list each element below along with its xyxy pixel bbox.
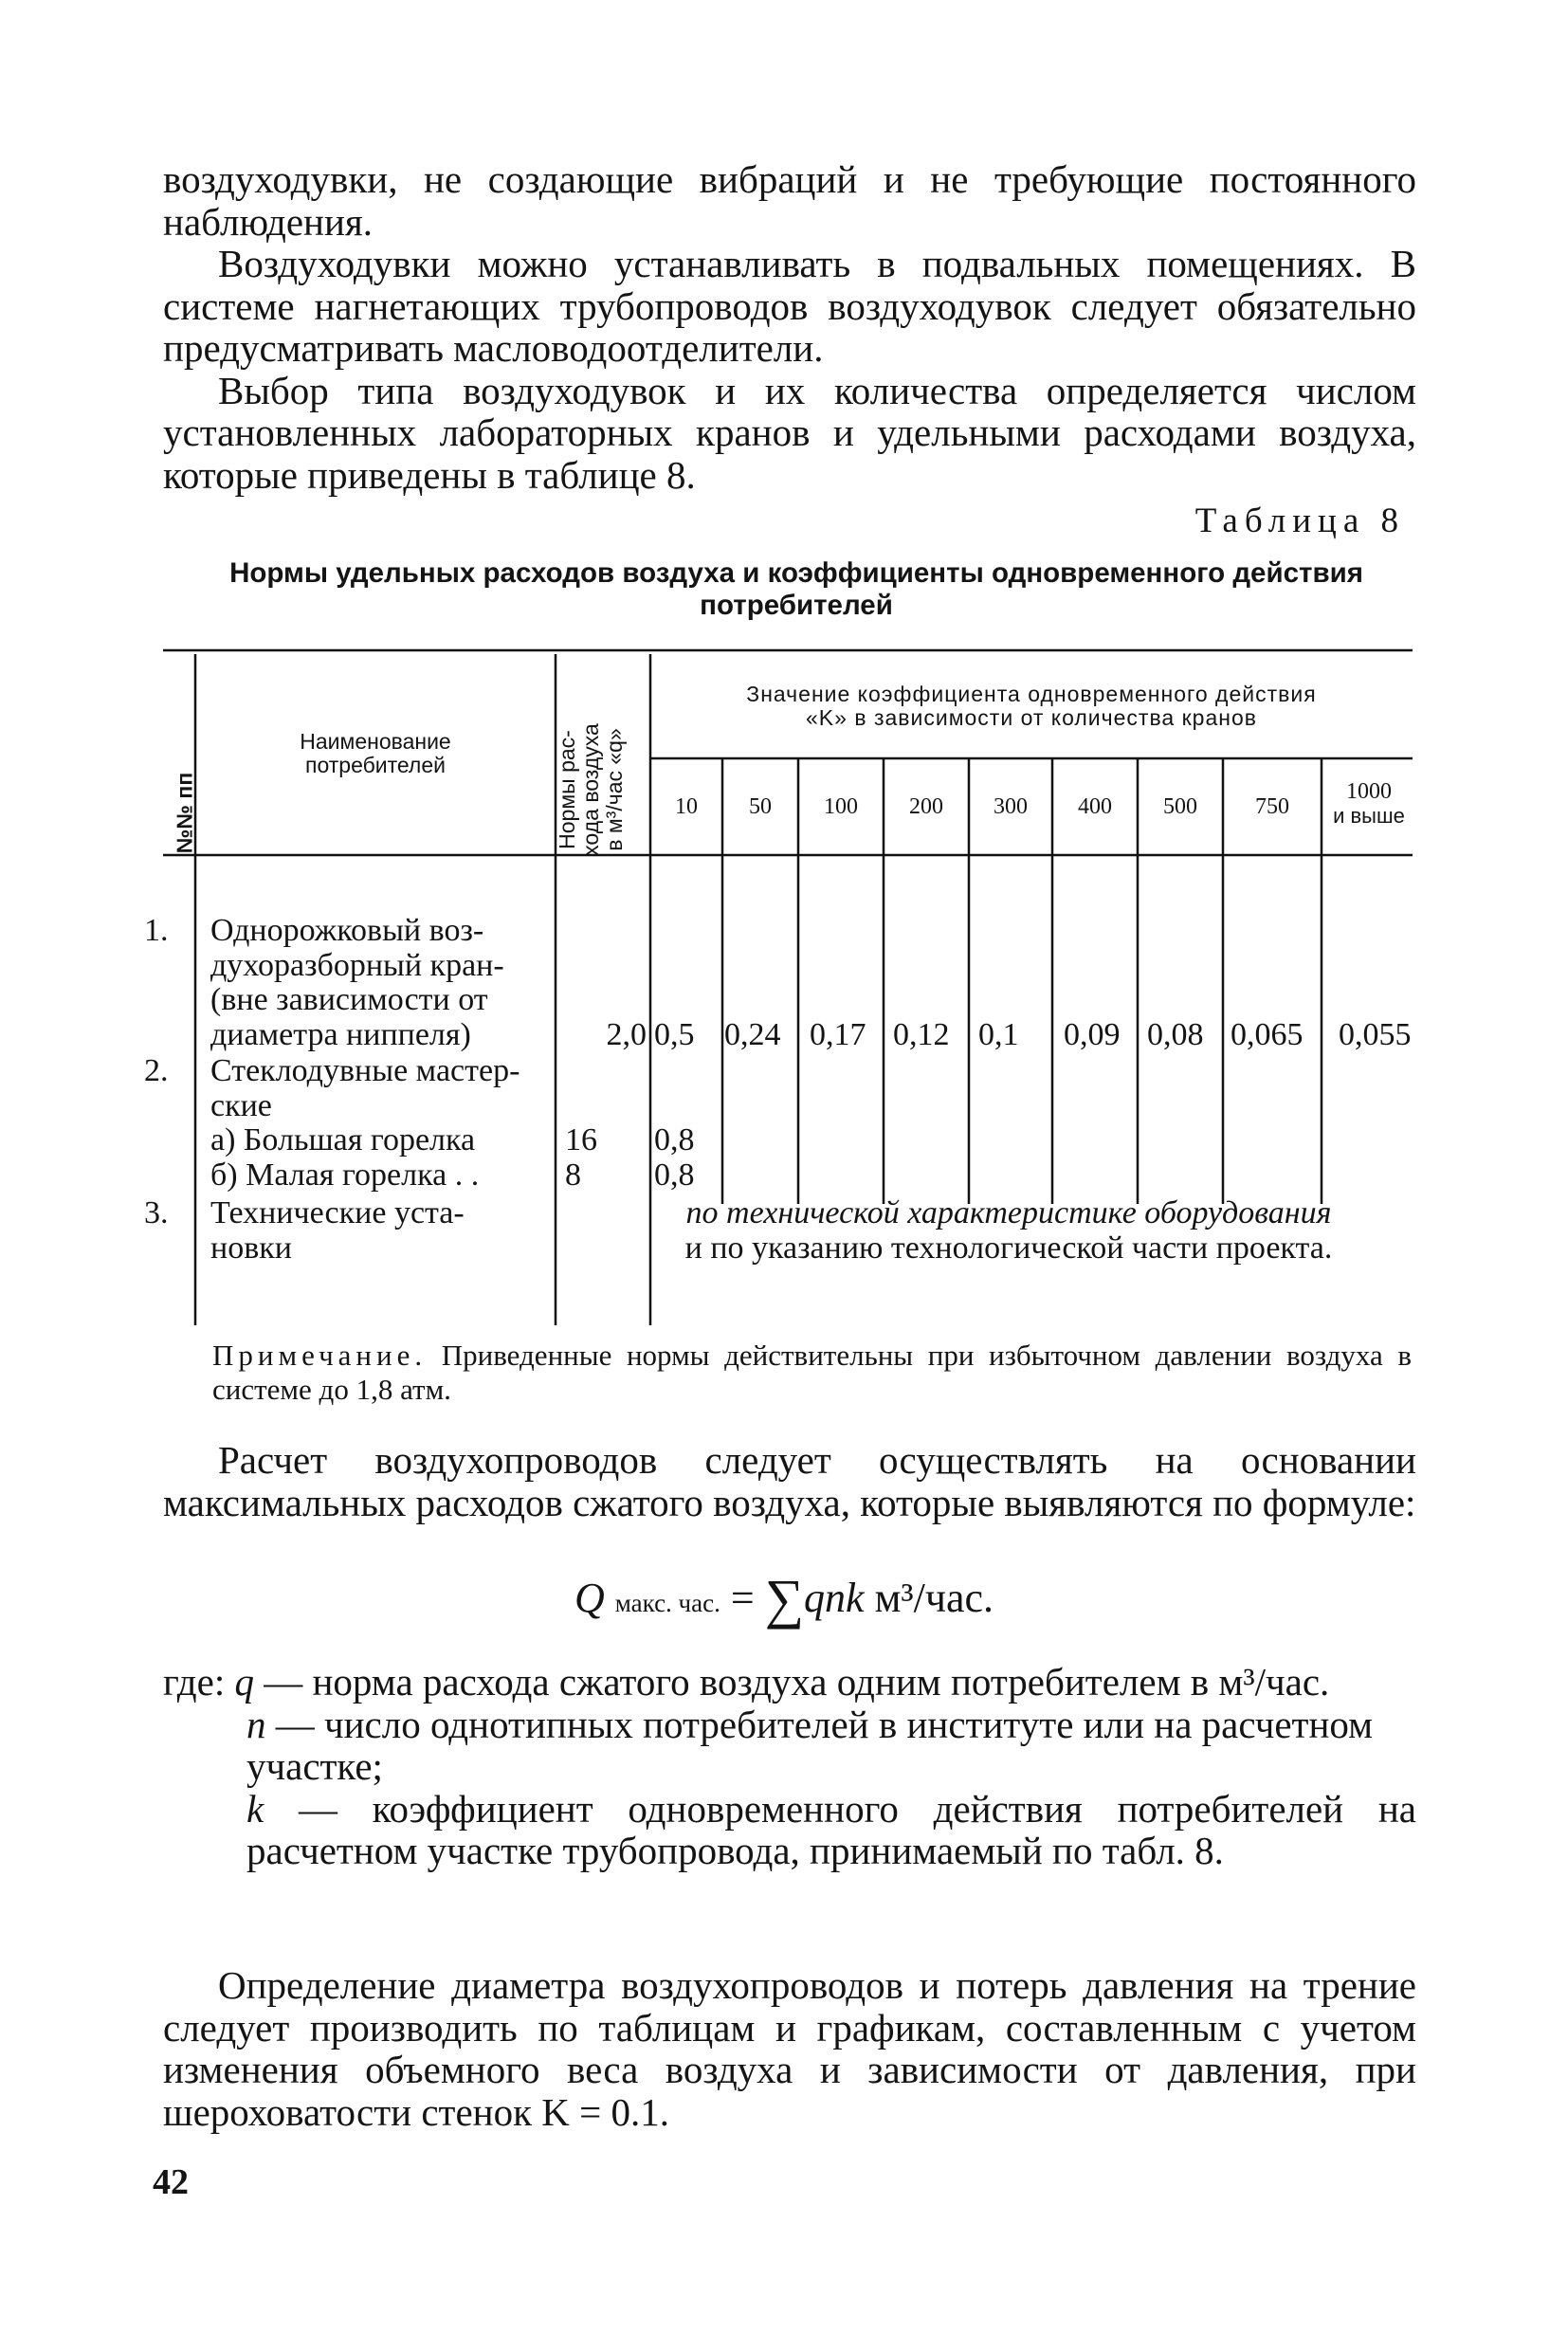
- row1-name-l1: Однорожковый воз-: [210, 913, 484, 948]
- header-num: №№ пп: [172, 772, 197, 854]
- header-coef: [650, 683, 1413, 730]
- header-k-1000-l2: и выше: [1333, 804, 1405, 828]
- header-k-750: 750: [1255, 794, 1289, 819]
- definitions: [163, 1661, 1416, 1872]
- row1-k-10: 0,5: [654, 1017, 695, 1052]
- definition-q-term: q: [234, 1660, 254, 1704]
- row2-name-l1: Стеклодувные мастер-: [210, 1053, 520, 1088]
- row1-k-300: 0,1: [978, 1017, 1019, 1052]
- row1-name-l3: (вне зависимости от: [210, 982, 488, 1017]
- row1-norm: 2,0: [606, 1017, 647, 1052]
- header-k-400: 400: [1078, 794, 1112, 819]
- formula-unit: м³/час.: [874, 1575, 994, 1621]
- row1-name: [210, 914, 552, 1052]
- definition-q: [163, 1661, 1416, 1704]
- row2-num: 2.: [144, 1053, 169, 1088]
- formula: [0, 1567, 1568, 1631]
- row2a-k-10: 0,8: [654, 1122, 695, 1157]
- row1-k-50: 0,24: [724, 1017, 781, 1052]
- header-coef-l1: Значение коэффициента одновременного действия: [746, 682, 1317, 706]
- body-text-mid: [163, 1439, 1416, 1523]
- row1-name-l2: духоразборный кран-: [210, 947, 504, 983]
- definition-n-text: — число однотипных потребителей в институте или на расчетном участке;: [246, 1702, 1374, 1788]
- formula-equals: =: [730, 1575, 755, 1621]
- header-k-10: 10: [675, 794, 698, 819]
- row1-k-400: 0,09: [1064, 1017, 1121, 1052]
- header-norm: [556, 695, 650, 884]
- definition-q-text: — норма расхода сжатого воздуха одним потребителем в м³/час.: [264, 1660, 1330, 1704]
- note-text: Приведенные нормы действительны при избыточном давлении воздуха в системе до 1,8 атм.: [212, 1339, 1412, 1406]
- paragraph-5-text: Определение диаметра воздухопроводов и потерь давления на трение следует производить по таблицам и графикам, составленным с учетом изменения объемного веса воздуха и зависимости от давления, при шероховатости стенок K = 0.1.: [163, 1963, 1416, 2134]
- row2b-norm: 8: [565, 1157, 581, 1193]
- row2-name-l2: ские: [210, 1087, 272, 1123]
- header-k-200: 200: [909, 794, 943, 819]
- row1-k-100: 0,17: [810, 1017, 866, 1052]
- paragraph-3-text: Выбор типа воздуходувок и их количества определяется числом установленных лабораторных кранов и удельными расходами воздуха, которые приведены в таблице 8.: [163, 368, 1416, 497]
- formula-q: Q: [574, 1575, 605, 1621]
- row1-num: 1.: [144, 913, 169, 948]
- table-note: [212, 1339, 1412, 1407]
- paragraph-4: [163, 1439, 1416, 1523]
- page-number: 42: [153, 2162, 189, 2202]
- header-coef-l2: «K» в зависимости от количества кранов: [806, 705, 1257, 730]
- header-k-1000: [1322, 779, 1416, 829]
- row2a-norm: 16: [565, 1122, 597, 1157]
- row3-name-l2: новки: [210, 1230, 292, 1266]
- row3-span-l2: и по указанию технологической части проекта.: [684, 1230, 1333, 1266]
- row3-span: [603, 1196, 1414, 1266]
- paragraph-4-text: Расчет воздухопроводов следует осуществлять на основании максимальных расходов сжатого воздуха, которые выявляются по формуле:: [163, 1438, 1416, 1524]
- body-text-end: [163, 1964, 1416, 2133]
- definition-q-prefix: где:: [163, 1660, 235, 1704]
- table-title: Нормы удельных расходов воздуха и коэффициенты одновременного действия потребителей: [229, 557, 1363, 621]
- row2-name: [210, 1054, 552, 1123]
- definition-k-term: k: [246, 1786, 264, 1831]
- row3-num: 3.: [144, 1195, 169, 1230]
- header-norm-l1: Нормы рас-: [555, 730, 579, 849]
- header-k-300: 300: [994, 794, 1028, 819]
- row1-k-200: 0,12: [893, 1017, 950, 1052]
- paragraph-5: [163, 1964, 1416, 2133]
- header-k-1000-l1: 1000: [1346, 779, 1392, 804]
- definition-n-term: n: [246, 1702, 266, 1746]
- header-norm-l3: в м³/час «q»: [602, 728, 627, 851]
- definition-n: [163, 1704, 1416, 1788]
- row1-k-1000: 0,055: [1339, 1017, 1412, 1052]
- header-name: Наименование потребителей: [300, 729, 451, 777]
- row2a-name: а) Большая горелка: [210, 1122, 476, 1157]
- table-caption: Таблица 8: [1194, 501, 1405, 540]
- paragraph-2-text: Воздуходувки можно устанавливать в подвальных помещениях. В системе нагнетающих трубопроводов воздуходувок следует обязательно предусматривать масловодоотделители.: [163, 242, 1416, 370]
- row3-name: [210, 1196, 552, 1266]
- paragraph-1: воздуходувки, не создающие вибраций и не требующие постоянного наблюдения.: [163, 157, 1416, 244]
- definition-k: [163, 1788, 1416, 1872]
- note-label: Примечание.: [212, 1339, 428, 1372]
- header-k-500: 500: [1163, 794, 1197, 819]
- row3-span-l1: по технической характеристике оборудования: [685, 1195, 1332, 1230]
- row1-k-500: 0,08: [1147, 1017, 1204, 1052]
- header-k-50: 50: [749, 794, 772, 819]
- header-norm-l2: хода воздуха: [578, 723, 603, 856]
- row1-k-750: 0,065: [1231, 1017, 1304, 1052]
- row1-name-l4: диаметра ниппеля): [210, 1016, 471, 1052]
- formula-expr: qnk: [804, 1575, 865, 1621]
- row2b-k-10: 0,8: [654, 1157, 695, 1193]
- row3-name-l1: Технические уста-: [210, 1195, 465, 1230]
- formula-subscript: макс. час.: [614, 1589, 720, 1617]
- formula-sigma: ∑: [764, 1568, 805, 1630]
- definition-k-text: — коэффициент одновременного действия потребителей на расчетном участке трубопровода, принимаемый по табл. 8.: [246, 1786, 1416, 1872]
- row2b-name: б) Малая горелка . .: [210, 1157, 480, 1193]
- header-name-wrap: [195, 730, 556, 777]
- header-k-100: 100: [824, 794, 858, 819]
